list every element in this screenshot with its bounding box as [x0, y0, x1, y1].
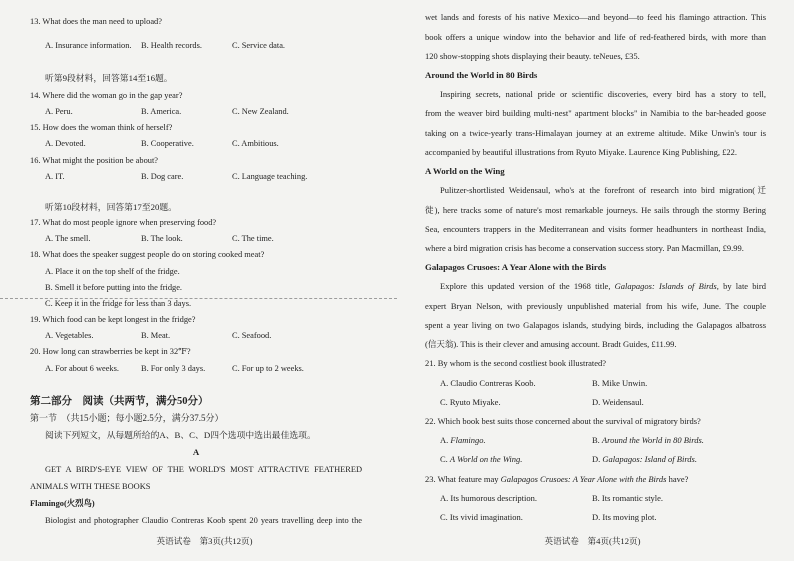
- option-a: A. Its humorous description.: [440, 492, 538, 503]
- option-letter: A.: [440, 435, 449, 446]
- question-18-stem: 18. What does the speaker suggest people do on storing cooked meat?: [30, 250, 265, 260]
- option-b: B. Health records.: [141, 40, 202, 50]
- question-21-options-ab: [425, 374, 766, 393]
- option-b: B. The look.: [141, 234, 183, 244]
- passage-title-line-1: GET A BIRD'S-EYE VIEW OF THE WORLD'S MOST ATTRACTIVE FEATHERED: [45, 465, 362, 475]
- option-b: B. Cooperative.: [141, 139, 194, 149]
- option-a: A. Devoted.: [45, 139, 86, 149]
- option-c: C. Its vivid imagination.: [440, 512, 523, 523]
- option-a: A. Claudio Contreras Koob.: [440, 377, 536, 388]
- book-around-the-world-heading: Around the World in 80 Birds: [425, 70, 538, 81]
- book-title-italic: Galapagos Crusoes: A Year Alone with the Birds: [500, 473, 667, 484]
- question-16-options: [30, 169, 362, 185]
- option-title-italic: Around the World in 80 Birds.: [601, 435, 704, 446]
- book-around-the-world-text-line: from the weaver bird building multi-nest" apartment blocks" in Namibia to the bar-headed goose: [425, 108, 766, 119]
- book-around-the-world-text-line: taking on a twice-yearly trans-Himalayan journey at an extreme altitude. Mike Unwin's tour is: [425, 127, 766, 138]
- option-a: A. Insurance information.: [45, 40, 132, 50]
- question-13-stem: 13. What does the man need to upload?: [30, 16, 162, 26]
- book-flamingo-text-line: 120 show-stopping shots displaying their beauty. teNeues, £35.: [425, 50, 640, 61]
- passage-title-line-2: ANIMALS WITH THESE BOOKS: [30, 482, 151, 492]
- text-segment: have?: [666, 473, 689, 484]
- option-title-italic: A World on the Wing.: [449, 454, 523, 465]
- option-letter: B.: [592, 435, 600, 446]
- option-c: [440, 450, 522, 469]
- question-14-stem: 14. Where did the woman go in the gap year?: [30, 90, 183, 100]
- listening-instruction-10: 听第10段材料，回答第17至20题。: [45, 201, 177, 212]
- option-c: C. Seafood.: [232, 331, 272, 341]
- option-title-italic: Galapagos: Island of Birds.: [602, 454, 697, 465]
- option-d: [592, 450, 697, 469]
- book-flamingo-text-line: book offers a unique window into the behavior and life of red-feathered birds, with more than: [425, 31, 766, 42]
- option-d: D. Its moving plot.: [592, 512, 657, 523]
- question-15-stem: 15. How does the woman think of herself?: [30, 123, 173, 133]
- book-world-on-the-wing-heading: A World on the Wing: [425, 166, 505, 177]
- text-segment: 23. What feature may: [425, 473, 501, 484]
- page-footer-right: 英语试卷 第4页(共12页): [544, 536, 641, 546]
- option-b: B. Its romantic style.: [592, 492, 664, 503]
- question-22-options-cd: [425, 450, 766, 469]
- section-1-instruction: 阅读下列短文，从每题所给的A、B、C、D四个选项中选出最佳选项。: [45, 430, 316, 441]
- book-flamingo-text-line: Biologist and photographer Claudio Contreras Koob spent 20 years travelling deep into the: [45, 516, 362, 526]
- option-b: B. Mike Unwin.: [592, 377, 648, 388]
- option-a: A. For about 6 weeks.: [45, 363, 119, 373]
- option-c: C. New Zealand.: [232, 107, 289, 117]
- option-b: B. Meat.: [141, 331, 171, 341]
- book-galapagos-crusoes-text-line: spent a year living on two Galapagos islands, studying birds, including the Galapagos albatross: [425, 319, 766, 330]
- page-footer-left: 英语试卷 第3页(共12页): [156, 536, 253, 546]
- question-18-option-b: B. Smell it before putting into the fridge.: [45, 282, 183, 292]
- option-title-italic: Flamingo.: [450, 435, 486, 446]
- question-17-stem: 17. What do most people ignore when preserving food?: [30, 217, 217, 227]
- question-18-option-a: A. Place it on the top shelf of the fridge.: [45, 266, 180, 276]
- book-world-on-the-wing-text-line: where a bird migration crisis has become a conservation success story. Pan Macmillan, £9.99.: [425, 243, 744, 254]
- option-b: B. Dog care.: [141, 171, 184, 181]
- option-b: B. For only 3 days.: [141, 363, 206, 373]
- question-14-options: [30, 104, 362, 120]
- option-b: B. America.: [141, 107, 182, 117]
- book-title-italic: Galapagos: Islands of Birds: [614, 281, 717, 292]
- text-segment: , by late bird: [716, 281, 766, 292]
- question-19-stem: 19. Which food can be kept longest in the fridge?: [30, 315, 196, 325]
- book-galapagos-crusoes-text-line: (信天翁). This is their clever and amusing account. Bradt Guides, £11.99.: [425, 339, 677, 350]
- option-a: A. The smell.: [45, 234, 91, 244]
- question-22-options-ab: [425, 431, 766, 450]
- question-17-options: [30, 231, 362, 247]
- book-world-on-the-wing-text-line: Pulitzer-shortlisted Weidensaul, who's at the forefront of research into bird migration(迁: [440, 185, 766, 196]
- option-a: A. IT.: [45, 171, 65, 181]
- question-21-stem: 21. By whom is the second costliest book illustrated?: [425, 358, 607, 369]
- listening-instruction-9: 听第9段材料，回答第14至16题。: [45, 72, 173, 83]
- option-a: A. Peru.: [45, 107, 73, 117]
- part-2-heading: 第二部分 阅读（共两节，满分50分）: [30, 396, 209, 408]
- question-23-stem: [425, 470, 766, 489]
- question-13-options: [30, 38, 362, 54]
- left-page-content: [30, 14, 362, 529]
- right-page-content: [425, 8, 766, 527]
- book-galapagos-crusoes-text-line: [425, 277, 766, 296]
- question-19-options: [30, 328, 362, 344]
- book-world-on-the-wing-text-line: 徙), here tracks some of nature's most remarkable journeys. He sails through the stormy Bering: [425, 204, 766, 215]
- question-20-stem: 20. How long can strawberries be kept in 32℉?: [30, 347, 191, 357]
- option-c: C. Service data.: [232, 40, 286, 50]
- book-galapagos-crusoes-heading: Galapagos Crusoes: A Year Alone with the Birds: [425, 262, 607, 273]
- option-c: C. The time.: [232, 234, 274, 244]
- option-letter: C.: [440, 454, 448, 465]
- question-15-options: [30, 136, 362, 152]
- section-1-heading: 第一节 （共15小题；每小题2.5分，满分37.5分）: [30, 413, 224, 424]
- text-segment: Explore this updated version of the 1968 title,: [440, 281, 615, 292]
- option-c: C. Language teaching.: [232, 171, 308, 181]
- option-c: C. For up to 2 weeks.: [232, 363, 304, 373]
- option-c: C. Ambitious.: [232, 139, 279, 149]
- question-23-options-cd: [425, 508, 766, 527]
- question-18-option-c: C. Keep it in the fridge for less than 3 days.: [45, 298, 192, 308]
- book-flamingo-text-line: wet lands and forests of his native Mexico—and beyond—to feed his flamingo attraction. This: [425, 12, 766, 23]
- question-22-stem: 22. Which book best suits those concerned about the survival of migratory birds?: [425, 415, 701, 426]
- option-a: A. Vegetables.: [45, 331, 94, 341]
- book-flamingo-heading: Flamingo(火烈鸟): [30, 499, 95, 509]
- right-page: [397, 0, 794, 561]
- option-c: C. Ryuto Miyake.: [440, 396, 501, 407]
- book-galapagos-crusoes-text-line: expert Bryan Nelson, with previously unpublished material from his wife, June. The couple: [425, 300, 766, 311]
- question-23-options-ab: [425, 489, 766, 508]
- question-20-options: [30, 361, 362, 377]
- book-world-on-the-wing-text-line: Sea, encounters trappers in the Mediterranean and visits former headhunters in northeast India,: [425, 223, 766, 234]
- question-21-options-cd: [425, 393, 766, 412]
- option-b: [592, 431, 704, 450]
- option-letter: D.: [592, 454, 601, 465]
- book-around-the-world-text-line: Inspiring secrets, national pride or scientific discoveries, every bird has a story to tell,: [440, 89, 766, 100]
- option-d: D. Weidensaul.: [592, 396, 644, 407]
- passage-label: A: [192, 447, 200, 458]
- question-16-stem: 16. What might the position be about?: [30, 155, 159, 165]
- book-around-the-world-text-line: accompanied by beautiful illustrations from Ryuto Miyake. Laurence King Publishing, £22.: [425, 146, 737, 157]
- option-a: [440, 431, 486, 450]
